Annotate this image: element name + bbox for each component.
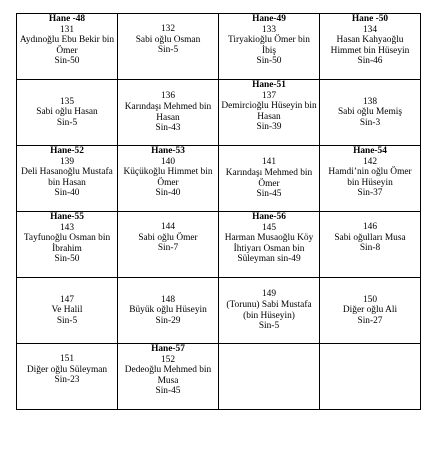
person-number: 152 <box>160 354 176 365</box>
person-cell <box>118 212 219 278</box>
person-name: Karındaşı Mehmed bin Ömer <box>225 167 313 189</box>
person-cell <box>320 14 421 80</box>
person-number: 141 <box>261 157 277 168</box>
person-age: Sin-3 <box>359 117 381 128</box>
person-cell <box>118 14 219 80</box>
person-name: (Torunu) Sabi Mustafa (bin Hüseyin) <box>226 299 312 321</box>
person-cell <box>17 344 118 410</box>
person-name: Sabi oğlu Hasan <box>36 107 98 118</box>
household-label: Hane-57 <box>151 344 185 354</box>
empty-cell <box>320 344 421 410</box>
person-number: 134 <box>362 24 378 35</box>
person-age: Sin-8 <box>359 243 381 254</box>
person-age: Sin-50 <box>54 254 80 265</box>
person-name: Tayfunoğlu Osman bin İbrahim <box>23 233 111 254</box>
person-number: 135 <box>59 96 75 107</box>
person-number: 131 <box>59 24 75 35</box>
person-cell <box>219 278 320 344</box>
person-number: 144 <box>160 222 176 232</box>
person-cell <box>320 146 421 212</box>
person-name: Hamdi’nin oğlu Ömer bin Hüseyin <box>328 167 412 188</box>
person-number: 150 <box>362 294 378 305</box>
empty-cell <box>219 344 320 410</box>
person-cell <box>219 212 320 278</box>
person-name: Dedeoğlu Mehmed bin Musa <box>124 365 212 386</box>
household-label: Hane-53 <box>151 146 185 156</box>
person-name: Deli Hasanoğlu Mustafa bin Hasan <box>21 167 113 188</box>
person-number: 140 <box>160 156 176 167</box>
person-age: Sin-39 <box>256 122 282 133</box>
person-number: 133 <box>261 24 277 35</box>
person-age: Sin-37 <box>357 188 383 199</box>
person-name: Harman Musaoğlu Köy İhtiyarı Osman bin Süleyman sin-49 <box>224 233 314 265</box>
household-label: Hane-49 <box>252 14 286 24</box>
person-name: Sabi oğlu Osman <box>135 34 201 45</box>
person-age: Sin-29 <box>155 315 181 326</box>
person-number: 147 <box>59 294 75 305</box>
household-label: Hane-51 <box>252 80 286 90</box>
person-cell <box>219 146 320 212</box>
person-number: 149 <box>261 289 277 300</box>
person-cell <box>17 212 118 278</box>
person-number: 137 <box>261 90 277 101</box>
person-age: Sin-45 <box>155 386 181 397</box>
person-cell <box>118 146 219 212</box>
person-age: Sin-40 <box>155 188 181 199</box>
person-cell <box>17 146 118 212</box>
person-age: Sin-50 <box>256 56 282 67</box>
person-name: Diğer oğlu Ali <box>342 305 398 316</box>
person-age: Sin-46 <box>357 56 383 67</box>
household-label: Hane-52 <box>50 146 84 156</box>
person-cell <box>17 80 118 146</box>
person-cell <box>17 14 118 80</box>
household-label: Hane -50 <box>351 14 389 24</box>
person-cell <box>219 14 320 80</box>
person-name: Karındaşı Mehmed bin Hasan <box>124 101 212 123</box>
person-age: Sin-5 <box>157 45 179 56</box>
table-row <box>17 344 421 410</box>
person-number: 148 <box>160 294 176 305</box>
person-number: 146 <box>362 222 378 232</box>
person-cell <box>118 344 219 410</box>
person-age: Sin-40 <box>54 188 80 199</box>
person-name: Küçükoğlu Himmet bin Ömer <box>123 167 213 188</box>
person-age: Sin-5 <box>258 321 280 332</box>
table-row <box>17 146 421 212</box>
person-name: Ve Halil <box>51 305 83 316</box>
person-age: Sin-5 <box>56 315 78 326</box>
person-age: Sin-45 <box>256 189 282 200</box>
person-number: 151 <box>59 354 75 364</box>
person-number: 143 <box>59 222 75 233</box>
person-name: Sabi oğlu Ömer <box>138 232 198 243</box>
person-cell <box>17 278 118 344</box>
person-name: Sabi oğulları Musa <box>334 232 406 243</box>
person-number: 139 <box>59 156 75 167</box>
household-label: Hane -48 <box>48 14 86 24</box>
person-name: Hasan Kahyaoğlu Himmet bin Hüseyin <box>330 35 410 56</box>
table-row <box>17 212 421 278</box>
person-age: Sin-7 <box>157 243 179 254</box>
person-name: Büyük oğlu Hüseyin <box>129 305 207 316</box>
person-cell <box>320 212 421 278</box>
table-row <box>17 14 421 80</box>
person-number: 145 <box>261 222 277 233</box>
person-number: 138 <box>362 96 378 107</box>
person-cell <box>320 80 421 146</box>
person-age: Sin-23 <box>54 375 80 386</box>
person-number: 136 <box>160 91 176 102</box>
person-name: Demircioğlu Hüseyin bin Hasan <box>221 101 317 122</box>
census-table <box>16 13 421 410</box>
table-row <box>17 278 421 344</box>
person-number: 132 <box>160 24 176 34</box>
household-label: Hane-55 <box>50 212 84 222</box>
person-age: Sin-50 <box>54 56 80 67</box>
person-cell <box>118 278 219 344</box>
person-cell <box>118 80 219 146</box>
person-name: Tiryakioğlu Ömer bin İbiş <box>228 35 310 56</box>
person-age: Sin-43 <box>155 123 181 134</box>
table-row <box>17 80 421 146</box>
person-age: Sin-5 <box>56 117 78 128</box>
person-age: Sin-27 <box>357 315 383 326</box>
household-label: Hane-54 <box>353 146 387 156</box>
household-label: Hane-56 <box>252 212 286 222</box>
person-number: 142 <box>362 156 378 167</box>
person-cell <box>320 278 421 344</box>
person-cell <box>219 80 320 146</box>
person-name: Diğer oğlu Süleyman <box>26 364 108 375</box>
person-name: Sabi oğlu Memiş <box>337 107 403 118</box>
person-name: Aydınoğlu Ebu Bekir bin Ömer <box>19 35 115 56</box>
